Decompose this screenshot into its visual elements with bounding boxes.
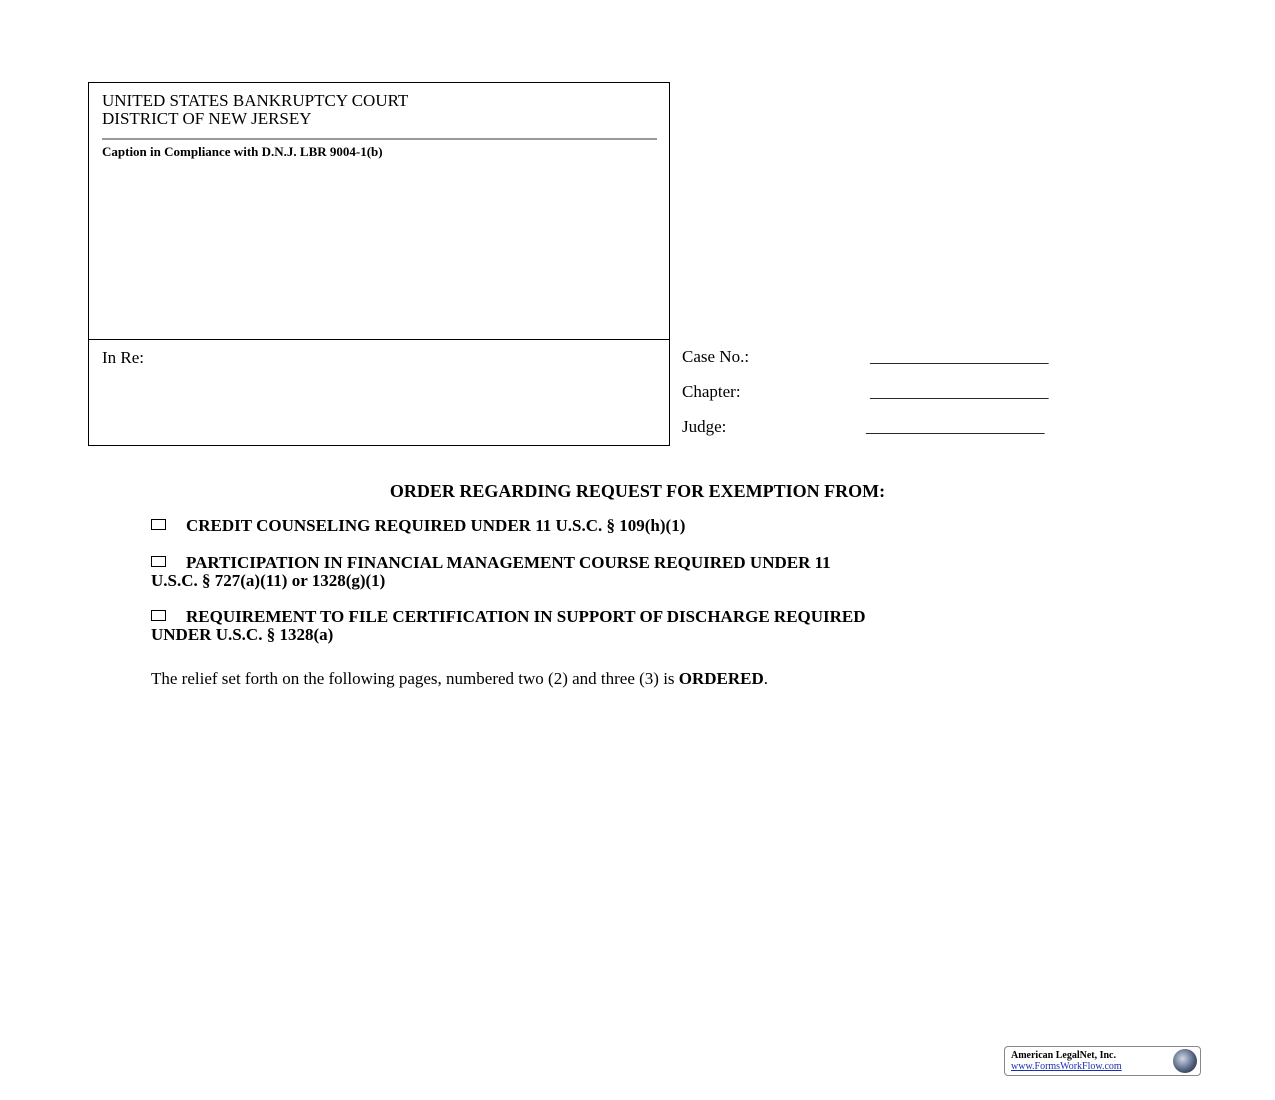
exemption-item-credit-counseling: [151, 517, 1131, 535]
judge-label: Judge:: [682, 417, 727, 436]
order-title: ORDER REGARDING REQUEST FOR EXEMPTION FROM:: [389, 481, 886, 501]
item-text: CREDIT COUNSELING REQUIRED UNDER 11 U.S.C. § 109(h)(1): [186, 516, 686, 535]
district-name: DISTRICT OF NEW JERSEY: [102, 109, 312, 128]
divider: [102, 138, 657, 140]
globe-icon: [1173, 1049, 1197, 1073]
item-text-cont: UNDER U.S.C. § 1328(a): [151, 625, 334, 644]
case-no-field[interactable]: _____________________: [870, 347, 1049, 366]
compliance-caption: Caption in Compliance with D.N.J. LBR 9004-1(b): [102, 144, 383, 159]
exemption-item-financial-management: [151, 554, 1131, 590]
caption-box: [88, 82, 670, 446]
item-text: REQUIREMENT TO FILE CERTIFICATION IN SUPPORT OF DISCHARGE REQUIRED: [186, 607, 866, 626]
relief-text: The relief set forth on the following pages, numbered two (2) and three (3) is: [151, 669, 679, 688]
checkbox[interactable]: [151, 556, 166, 567]
checkbox[interactable]: [151, 519, 166, 530]
checkbox[interactable]: [151, 610, 166, 621]
chapter-field[interactable]: _____________________: [870, 382, 1049, 401]
exemption-item-certification: [151, 608, 1131, 644]
judge-field[interactable]: _____________________: [866, 417, 1045, 436]
footer-logo[interactable]: [1004, 1046, 1201, 1076]
divider: [89, 339, 669, 340]
item-text: PARTICIPATION IN FINANCIAL MANAGEMENT COURSE REQUIRED UNDER 11: [186, 553, 831, 572]
in-re-label: In Re:: [102, 348, 145, 367]
item-text-cont: U.S.C. § 727(a)(11) or 1328(g)(1): [151, 571, 386, 590]
logo-company: American LegalNet, Inc.: [1011, 1050, 1116, 1061]
logo-url[interactable]: www.FormsWorkFlow.com: [1011, 1061, 1122, 1072]
relief-end: .: [763, 669, 769, 688]
chapter-label: Chapter:: [682, 382, 741, 401]
case-no-label: Case No.:: [682, 347, 750, 366]
court-name: UNITED STATES BANKRUPTCY COURT: [102, 91, 409, 110]
relief-ordered: ORDERED: [678, 669, 764, 688]
relief-statement: [151, 670, 768, 688]
